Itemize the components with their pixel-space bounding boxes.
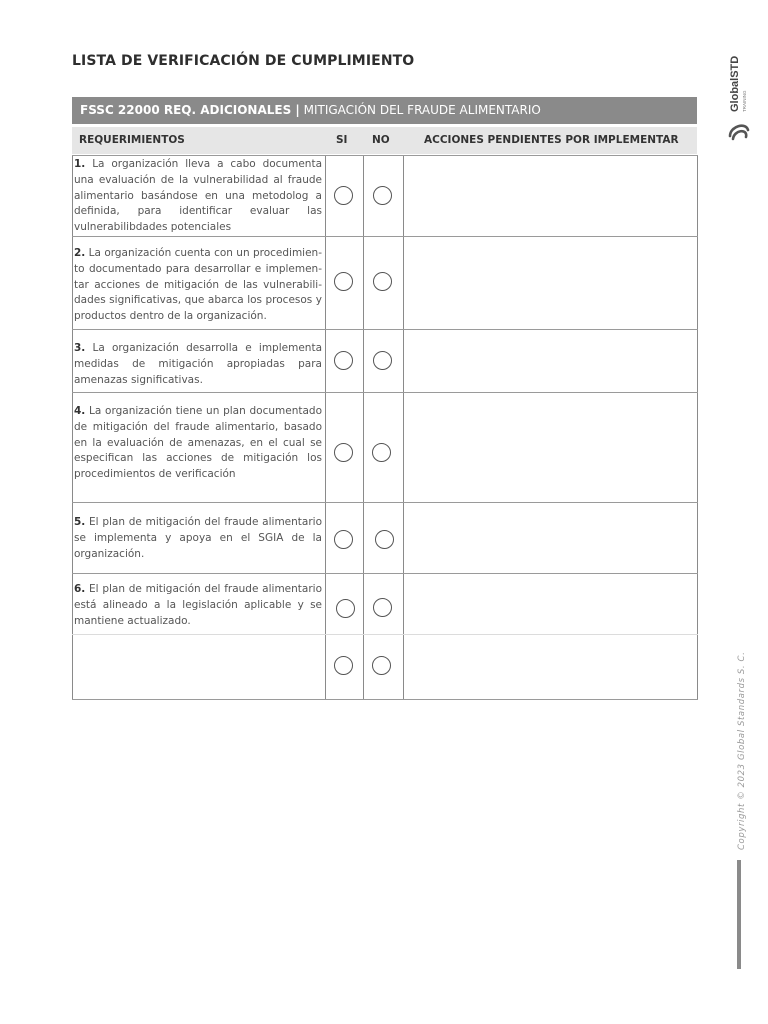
- requirement-description: La organización tiene un plan documentado de mitigación del fraude alimentario, basado en la evaluación de amenazas, en el cual se especifican las acciones de mitigación los procedimientos de verificación: [74, 405, 322, 481]
- requirement-number: 3.: [74, 342, 86, 354]
- document-title: LISTA DE VERIFICACIÓN DE CUMPLIMIENTO: [72, 53, 415, 69]
- table-row: [72, 573, 698, 634]
- globalstd-logo-mark: [724, 50, 754, 142]
- table-row: [72, 502, 698, 573]
- table-border-bottom: [72, 699, 698, 700]
- requirement-text: [74, 582, 322, 629]
- requirement-cell-empty[interactable]: [74, 635, 324, 698]
- yes-radio[interactable]: [334, 351, 353, 370]
- svg-text:GlobalSTD: GlobalSTD: [729, 55, 741, 112]
- svg-text:TRAINING: TRAINING: [742, 90, 747, 112]
- requirement-text: [74, 515, 322, 562]
- requirement-text: [74, 246, 322, 325]
- table-row: [72, 236, 698, 329]
- no-radio[interactable]: [373, 186, 392, 205]
- actions-cell[interactable]: [404, 574, 696, 633]
- actions-cell[interactable]: [404, 393, 696, 501]
- actions-cell[interactable]: [404, 330, 696, 391]
- requirement-description: El plan de mitigación del fraude alimentario se implementa y apoya en el SGIA de la organización.: [74, 516, 322, 560]
- column-yes: SI: [336, 134, 348, 146]
- column-requirements: REQUERIMIENTOS: [79, 134, 185, 146]
- no-radio[interactable]: [373, 351, 392, 370]
- requirement-number: 6.: [74, 583, 86, 595]
- table-row: [72, 329, 698, 392]
- requirement-description: La organización lleva a cabo documenta una evaluación de la vulnerabilidad al fraude alimentario basándose en una metodolog a definida, para identificar evaluar las vulnerabilibdades potenciales: [74, 158, 323, 234]
- yes-radio[interactable]: [336, 599, 355, 618]
- actions-cell[interactable]: [404, 503, 696, 572]
- copyright-text: Copyright © 2023 Global Standards S. C.: [737, 651, 747, 850]
- yes-radio[interactable]: [334, 272, 353, 291]
- requirement-text: [74, 157, 322, 236]
- actions-cell[interactable]: [404, 156, 696, 235]
- requirement-number: 5.: [74, 516, 86, 528]
- section-header: [72, 97, 697, 124]
- yes-radio[interactable]: [334, 530, 353, 549]
- section-topic: MITIGACIÓN DEL FRAUDE ALIMENTARIO: [303, 103, 541, 117]
- no-radio[interactable]: [373, 598, 392, 617]
- no-radio[interactable]: [373, 272, 392, 291]
- globalstd-logo: [724, 50, 754, 142]
- column-headers: [72, 127, 697, 154]
- table-row: [72, 155, 698, 236]
- actions-cell[interactable]: [404, 237, 696, 328]
- column-actions: ACCIONES PENDIENTES POR IMPLEMENTAR: [424, 134, 679, 146]
- no-radio[interactable]: [372, 443, 391, 462]
- yes-radio[interactable]: [334, 656, 353, 675]
- yes-radio[interactable]: [334, 186, 353, 205]
- side-accent-bar: [737, 860, 741, 969]
- requirement-description: La organización cuenta con un procedimien-to documentado para desarrollar e implemen-tar acciones de mitigación de las vulnerabili-dades significativas, que abarca los procesos y productos dentro de la organización.: [74, 247, 322, 323]
- actions-cell[interactable]: [404, 635, 696, 698]
- requirement-description: La organización desarrolla e implementa medidas de mitigación apropiadas para amenazas significativas.: [74, 342, 322, 386]
- yes-radio[interactable]: [334, 443, 353, 462]
- no-radio[interactable]: [375, 530, 394, 549]
- requirement-description: El plan de mitigación del fraude alimentario está alineado a la legislación aplicable y se mantiene actualizado.: [74, 583, 322, 627]
- requirement-number: 4.: [74, 405, 86, 417]
- table-row: [72, 392, 698, 502]
- table-row-empty: [72, 634, 698, 699]
- requirement-number: 1.: [74, 158, 86, 170]
- section-standard: FSSC 22000 REQ. ADICIONALES |: [80, 103, 300, 117]
- requirement-text: [74, 341, 322, 388]
- column-no: NO: [372, 134, 390, 146]
- no-radio[interactable]: [372, 656, 391, 675]
- requirement-number: 2.: [74, 247, 86, 259]
- requirement-text: [74, 404, 322, 483]
